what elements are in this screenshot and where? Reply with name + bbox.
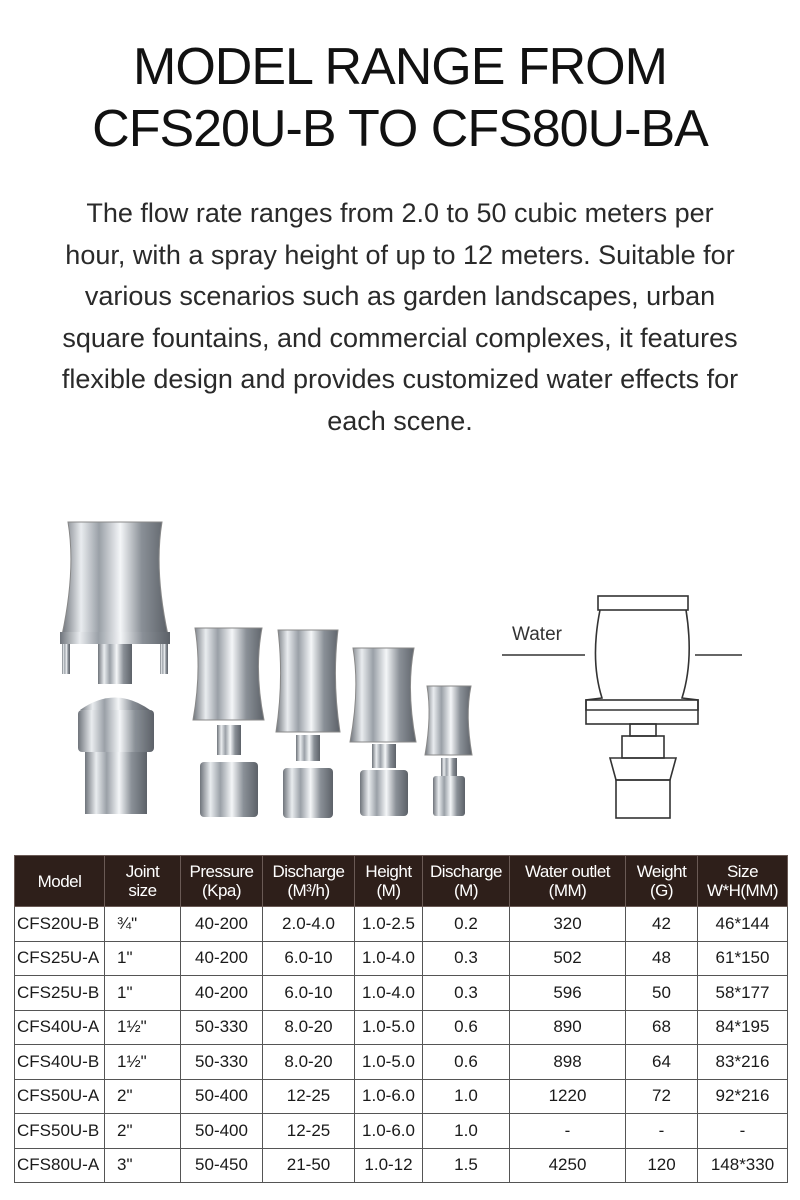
header-pressure: Pressure (Kpa)	[181, 856, 263, 907]
cell-discharge-diameter: 1.5	[423, 1148, 510, 1183]
cell-discharge-flow: 8.0-20	[263, 1010, 355, 1045]
cell-discharge-diameter: 1.0	[423, 1079, 510, 1114]
cell-size: 58*177	[698, 976, 788, 1011]
cell-weight: 120	[626, 1148, 698, 1183]
cell-weight: 48	[626, 941, 698, 976]
table-body	[15, 907, 788, 1183]
header-size: Size W*H(MM)	[698, 856, 788, 907]
table-row	[15, 907, 788, 942]
table-header-row	[15, 856, 788, 907]
cell-pressure: 50-400	[181, 1114, 263, 1149]
cell-discharge-flow: 8.0-20	[263, 1045, 355, 1080]
header-discharge-flow: Discharge (M³/h)	[263, 856, 355, 907]
nozzle-medium-2	[276, 630, 340, 818]
cell-height: 1.0-4.0	[355, 976, 423, 1011]
specification-table	[14, 855, 788, 1183]
cell-weight: 50	[626, 976, 698, 1011]
header-weight: Weight (G)	[626, 856, 698, 907]
table-row	[15, 1010, 788, 1045]
cell-water-outlet: 898	[510, 1045, 626, 1080]
cell-pressure: 50-330	[181, 1045, 263, 1080]
cell-joint-size: 1½"	[105, 1010, 181, 1045]
cell-height: 1.0-5.0	[355, 1010, 423, 1045]
cell-size: 148*330	[698, 1148, 788, 1183]
cell-size: 61*150	[698, 941, 788, 976]
cell-joint-size: ¾"	[105, 907, 181, 942]
installation-diagram	[490, 580, 760, 830]
cell-joint-size: 1"	[105, 976, 181, 1011]
cell-discharge-flow: 12-25	[263, 1079, 355, 1114]
cell-discharge-flow: 6.0-10	[263, 976, 355, 1011]
cell-weight: 68	[626, 1010, 698, 1045]
table-row	[15, 1045, 788, 1080]
cell-size: 84*195	[698, 1010, 788, 1045]
cell-discharge-flow: 6.0-10	[263, 941, 355, 976]
cell-discharge-flow: 2.0-4.0	[263, 907, 355, 942]
header-joint-size: Joint size	[105, 856, 181, 907]
cell-joint-size: 1½"	[105, 1045, 181, 1080]
cell-model: CFS20U-B	[15, 907, 105, 942]
cell-pressure: 50-330	[181, 1010, 263, 1045]
cell-weight: 42	[626, 907, 698, 942]
cell-discharge-diameter: 0.6	[423, 1010, 510, 1045]
cell-water-outlet: 4250	[510, 1148, 626, 1183]
cell-model: CFS25U-A	[15, 941, 105, 976]
page-title-line-1: MODEL RANGE FROM	[133, 38, 667, 96]
cell-pressure: 50-450	[181, 1148, 263, 1183]
cell-height: 1.0-6.0	[355, 1079, 423, 1114]
table-row	[15, 1079, 788, 1114]
cell-model: CFS50U-B	[15, 1114, 105, 1149]
table-row	[15, 941, 788, 976]
header-water-outlet: Water outlet (MM)	[510, 856, 626, 907]
cell-pressure: 50-400	[181, 1079, 263, 1114]
cell-model: CFS40U-B	[15, 1045, 105, 1080]
cell-joint-size: 3"	[105, 1148, 181, 1183]
cell-discharge-diameter: 1.0	[423, 1114, 510, 1149]
header-height: Height (M)	[355, 856, 423, 907]
table-row	[15, 1148, 788, 1183]
cell-water-outlet: 1220	[510, 1079, 626, 1114]
cell-height: 1.0-12	[355, 1148, 423, 1183]
cell-pressure: 40-200	[181, 976, 263, 1011]
cell-height: 1.0-5.0	[355, 1045, 423, 1080]
page-title	[0, 36, 800, 160]
cell-pressure: 40-200	[181, 907, 263, 942]
cell-size: 92*216	[698, 1079, 788, 1114]
cell-discharge-diameter: 0.2	[423, 907, 510, 942]
cell-height: 1.0-2.5	[355, 907, 423, 942]
cell-size: 83*216	[698, 1045, 788, 1080]
cell-model: CFS40U-A	[15, 1010, 105, 1045]
cell-model: CFS25U-B	[15, 976, 105, 1011]
water-level-label: Water	[512, 624, 562, 645]
product-description: The flow rate ranges from 2.0 to 50 cubic meters per hour, with a spray height of up to 12 meters. Suitable for various scenarios such as garden landscapes, urban square fountains, and commercial complexes, it features flexible design and provides customized water effects for each scene.	[61, 198, 739, 436]
cell-model: CFS80U-A	[15, 1148, 105, 1183]
cell-height: 1.0-4.0	[355, 941, 423, 976]
cell-joint-size: 2"	[105, 1114, 181, 1149]
page-title-line-2: CFS20U-B TO CFS80U-BA	[92, 100, 708, 158]
cell-height: 1.0-6.0	[355, 1114, 423, 1149]
table-row	[15, 1114, 788, 1149]
nozzle-outline-drawing	[490, 580, 760, 830]
cell-size: -	[698, 1114, 788, 1149]
nozzle-large	[60, 522, 170, 814]
product-photo-nozzles	[50, 510, 490, 830]
cell-water-outlet: 320	[510, 907, 626, 942]
nozzle-small-1	[350, 648, 416, 816]
cell-weight: -	[626, 1114, 698, 1149]
cell-discharge-diameter: 0.6	[423, 1045, 510, 1080]
header-model: Model	[15, 856, 105, 907]
cell-joint-size: 1"	[105, 941, 181, 976]
cell-joint-size: 2"	[105, 1079, 181, 1114]
nozzle-small-2	[425, 686, 472, 816]
cell-water-outlet: 596	[510, 976, 626, 1011]
cell-discharge-diameter: 0.3	[423, 976, 510, 1011]
cell-weight: 72	[626, 1079, 698, 1114]
cell-pressure: 40-200	[181, 941, 263, 976]
cell-size: 46*144	[698, 907, 788, 942]
cell-discharge-flow: 12-25	[263, 1114, 355, 1149]
cell-water-outlet: -	[510, 1114, 626, 1149]
table-row	[15, 976, 788, 1011]
nozzle-medium-1	[193, 628, 264, 817]
cell-water-outlet: 502	[510, 941, 626, 976]
cell-water-outlet: 890	[510, 1010, 626, 1045]
cell-discharge-diameter: 0.3	[423, 941, 510, 976]
header-discharge-diameter: Discharge (M)	[423, 856, 510, 907]
cell-model: CFS50U-A	[15, 1079, 105, 1114]
cell-discharge-flow: 21-50	[263, 1148, 355, 1183]
cell-weight: 64	[626, 1045, 698, 1080]
